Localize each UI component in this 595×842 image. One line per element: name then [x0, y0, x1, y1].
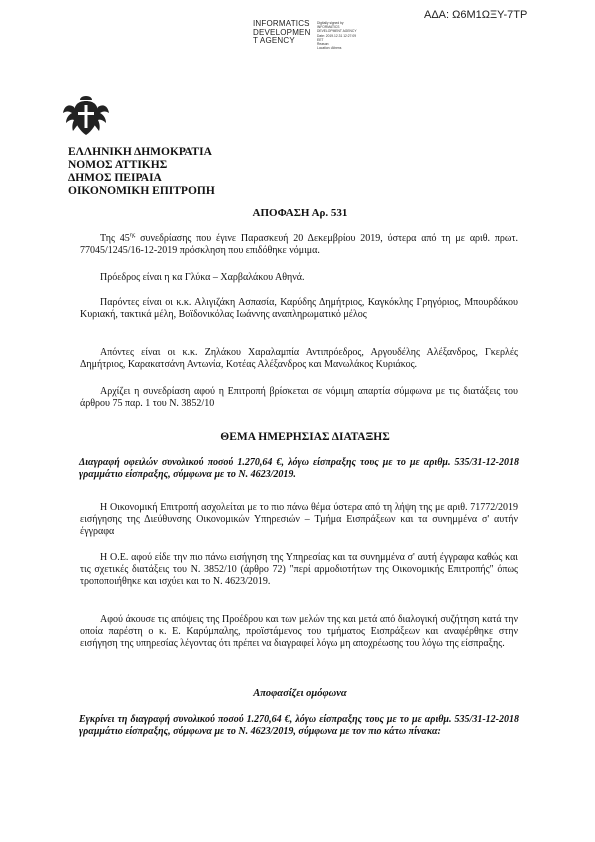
intro-text: Η Οικονομική Επιτροπή ασχολείται με το πιο πάνω θέμα ύστερα από τη λήψη της με αριθ. 71772/2019 εισήγησης της Διεύθυνσης Οικονομικών Υπηρεσιών – Τμήμα Εισπράξεων και τα συνημμένα σ' αυτήν έγγραφα: [80, 502, 518, 537]
digital-signature-details: [317, 21, 357, 50]
session-ordinal-suffix: ης: [129, 232, 136, 239]
decision-statement: Αποφασίζει ομόφωνα: [253, 688, 347, 699]
present-members-paragraph: [80, 297, 518, 321]
signature-detail: INFORMATICS: [317, 25, 340, 30]
signature-detail: Location: Athens: [317, 46, 342, 51]
authority-line: ΔΗΜΟΣ ΠΕΙΡΑΙΑ: [68, 172, 162, 184]
present-members-text: Παρόντες είναι οι κ.κ. Αλιγιζάκη Ασπασία, Καρύδης Δημήτριος, Καγκόκλης Γρηγόριος, Μπουρδάκου Κυριακή, τακτικά μέλη, Βοϊδονικόλας Ιωάννης αναπληρωματικό μέλος: [80, 297, 518, 320]
authority-line: ΝΟΜΟΣ ΑΤΤΙΚΗΣ: [68, 159, 168, 171]
review-text: Η Ο.Ε. αφού είδε την πιο πάνω εισήγηση της Υπηρεσίας και τα συνημμένα σ' αυτή έγγραφα καθώς και τις σχετικές διατάξεις του Ν. 3852/10 (άρθρο 72) "περί αρμοδιοτήτων της Οικονομικής Επιτροπής" όπως τροποποιήθηκε και ισχύει και το Ν. 4623/2019.: [80, 552, 518, 587]
discussion-text: Αφού άκουσε τις απόψεις της Προέδρου και των μελών της και μετά από διαλογική συζήτηση κατά την οποία παρέστη ο κ. Ε. Καρύμπαλης, προϊστάμενος του τμήματος Εισπράξεων και αναφέρθηκε στην εισήγηση της υπηρεσίας λέγοντας ότι πρέπει να διαγραφεί λόγω μη αποχρέωσης του λόγω της είσπραξης.: [80, 614, 518, 649]
absent-members-paragraph: [80, 347, 518, 371]
president-paragraph: [80, 272, 518, 284]
subject-paragraph: Διαγραφή οφειλών συνολικού ποσού 1.270,64 €, λόγω είσπραξης τους με το με αριθμ. 535/31-12-2018 γραμμάτιο είσπραξης, σύμφωνα με το Ν. 4623/2019.: [79, 457, 519, 480]
issuing-authority: [68, 146, 215, 198]
session-text-end: συνεδρίασης που έγινε Παρασκευή 20 Δεκεμβρίου 2019, ύστερα από τη με αριθ. πρωτ. 77045/1245/16-12-2019 πρόσκληση που επιδόθηκε νόμιμα.: [80, 233, 518, 256]
signature-detail: Digitally signed by: [317, 21, 344, 25]
decision-title: ΑΠΟΦΑΣΗ Αρ. 531: [252, 207, 348, 219]
coat-of-arms-icon: [60, 93, 112, 139]
president-text: Πρόεδρος είναι η κα Γλύκα – Χαρβαλάκου Αθηνά.: [100, 272, 305, 283]
authority-line: ΟΙΚΟΝΟΜΙΚΗ ΕΠΙΤΡΟΠΗ: [68, 185, 215, 197]
absent-members-text: Απόντες είναι οι κ.κ. Ζηλάκου Χαραλαμπία Αντιπρόεδρος, Αργουδέλης Αλέξανδρος, Γκερλές Δημήτριος, Καρακατσάνη Αντωνία, Κοτέας Αλέξανδρος και Μανωλάκος Κυριάκος.: [80, 347, 518, 370]
discussion-paragraph: [80, 614, 518, 650]
ada-code: ΑΔΑ: Ω6Μ1ΩΞΥ-7ΤΡ: [424, 9, 528, 21]
session-text-start: Της 45: [100, 233, 130, 244]
signature-detail: Reason:: [317, 42, 330, 47]
authority-line: ΕΛΛΗΝΙΚΗ ΔΗΜΟΚΡΑΤΙΑ: [68, 146, 212, 158]
agenda-heading: ΘΕΜΑ ΗΜΕΡΗΣΙΑΣ ΔΙΑΤΑΞΗΣ: [220, 431, 390, 443]
digital-signature-label: [253, 20, 311, 46]
signature-line: DEVELOPMEN: [253, 27, 311, 37]
signature-detail: EET: [317, 37, 324, 42]
signature-detail: DEVELOPMENT AGENCY: [317, 29, 357, 34]
signature-line: T AGENCY: [253, 36, 295, 45]
signature-line: INFORMATICS: [253, 19, 310, 28]
signature-detail: Date: 2019.12.31 12:27:09: [317, 33, 357, 38]
quorum-text: Αρχίζει η συνεδρίαση αφού η Επιτροπή βρίσκεται σε νόμιμη απαρτία σύμφωνα με τις διατάξεις του άρθρου 75 παρ. 1 του Ν. 3852/10: [80, 386, 518, 409]
intro-paragraph: [80, 502, 518, 538]
review-paragraph: [80, 552, 518, 588]
quorum-paragraph: [80, 386, 518, 410]
session-paragraph: [80, 233, 518, 257]
approval-paragraph: Εγκρίνει τη διαγραφή συνολικού ποσού 1.270,64 €, λόγω είσπραξης τους με το με αριθμ. 535/31-12-2018 γραμμάτιο είσπραξης, σύμφωνα με το Ν. 4623/2019, σύμφωνα με τον πιο κάτω πίνακα:: [79, 714, 519, 737]
